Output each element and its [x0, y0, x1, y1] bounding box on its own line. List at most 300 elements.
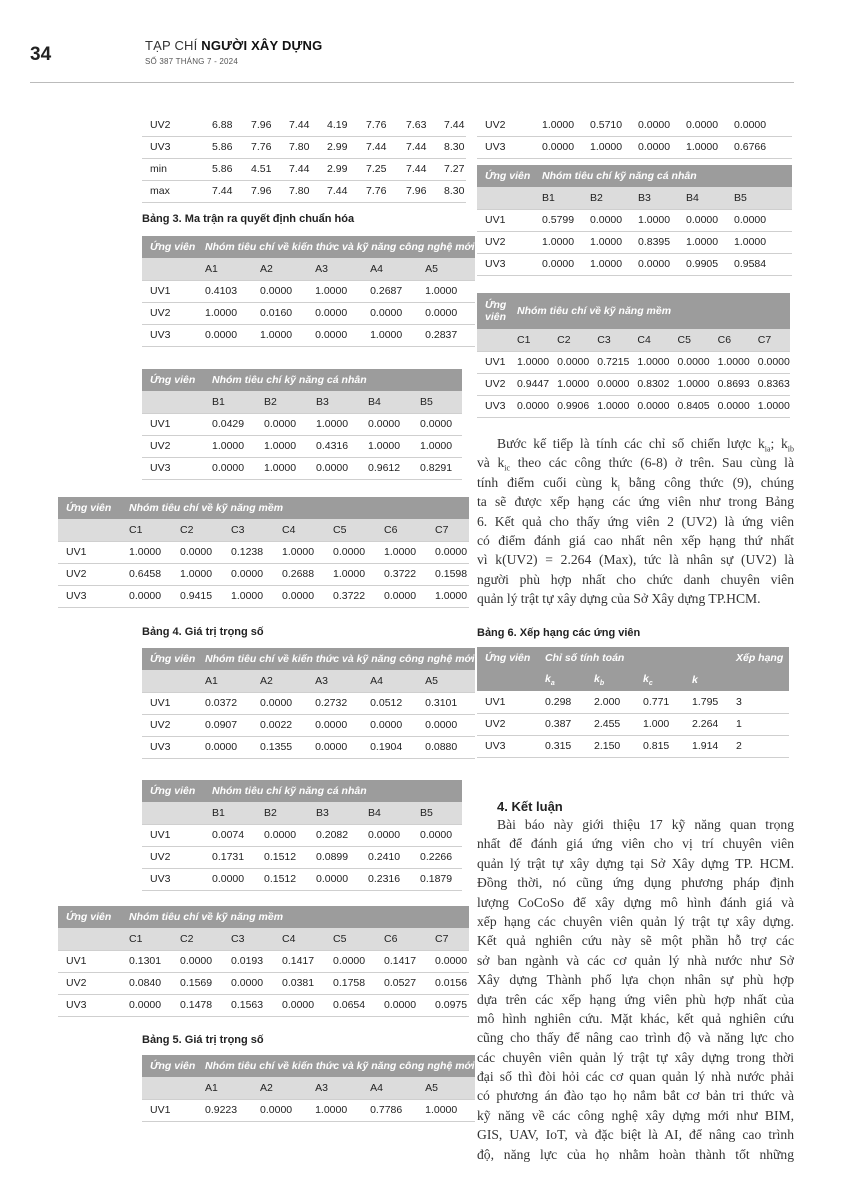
table-cell: 0.0000 [582, 209, 630, 231]
table-cell: 1.0000 [223, 585, 274, 607]
table-cell: 1.000 [635, 713, 684, 735]
table-row [142, 324, 475, 346]
row-label: UV1 [142, 824, 204, 846]
column-header: C4 [274, 928, 325, 950]
text-line: lượng CoCoSo để xây dựng mô hình đánh giá và [477, 894, 794, 910]
table-cell: 0.8302 [629, 373, 669, 395]
table-cell: 0.0840 [121, 972, 172, 994]
table-cell: 0.0899 [308, 846, 360, 868]
table-cell: 1.0000 [710, 351, 750, 373]
column-header: B4 [360, 802, 412, 824]
row-label: UV2 [142, 302, 197, 324]
row-label: UV1 [477, 351, 509, 373]
table-cell: 0.1758 [325, 972, 376, 994]
table-subheader-row [58, 519, 469, 541]
table4-group-c [58, 906, 469, 1017]
table-cell: 1.0000 [549, 373, 589, 395]
table-cell: 0.1569 [172, 972, 223, 994]
journal-name: NGƯỜI XÂY DỰNG [201, 38, 323, 53]
table-cell: 0.3722 [376, 563, 427, 585]
table-cell: 7.76 [358, 114, 398, 136]
table-cell: 0.0000 [256, 824, 308, 846]
table-cell: 8.30 [436, 180, 466, 202]
row-label: UV3 [58, 585, 121, 607]
table-cell: 0.2732 [307, 692, 362, 714]
table-cell: 0.8363 [750, 373, 790, 395]
header-cell [142, 1077, 197, 1099]
data-table [58, 497, 469, 608]
table-row [58, 994, 469, 1016]
table-cell: 6.88 [204, 114, 243, 136]
table-cell: 7.96 [243, 114, 281, 136]
table-cell: 1.0000 [204, 435, 256, 457]
table-cell: 1.0000 [197, 302, 252, 324]
table-cell: 1.0000 [582, 136, 630, 158]
table-cell: 2.000 [586, 691, 635, 713]
section-heading: 4. Kết luận [497, 799, 563, 814]
text-line: 6. Kết quả cho thấy ứng viên 2 (UV2) là ứng viên [477, 513, 794, 529]
header-divider [30, 82, 794, 83]
table-row [477, 209, 792, 231]
table-cell: 0.298 [537, 691, 586, 713]
column-header: Nhóm tiêu chí kỹ năng cá nhân [204, 369, 462, 391]
table-row [58, 585, 469, 607]
table-header-row [142, 780, 462, 802]
text-line: tính điểm cuối cùng $k_i$ bằng công thức (9), chúng [477, 474, 794, 493]
table-cell: 0.0000 [197, 736, 252, 758]
row-label: UV2 [142, 846, 204, 868]
table-cell: 0.0000 [726, 114, 792, 136]
data-table [477, 293, 790, 418]
row-label: UV1 [477, 209, 534, 231]
table-cell: 0.1731 [204, 846, 256, 868]
table-cell: 7.44 [436, 114, 466, 136]
table-subheader-row [142, 258, 475, 280]
column-header: C2 [172, 928, 223, 950]
table-cell: 0.0000 [256, 413, 308, 435]
column-header: Ứng viên [58, 906, 121, 928]
data-table [142, 236, 475, 347]
header-cell [142, 391, 204, 413]
table-row [58, 563, 469, 585]
data-table [477, 165, 792, 276]
table-row [142, 158, 466, 180]
column-header: B1 [204, 391, 256, 413]
header-cell [142, 258, 197, 280]
column-header: C6 [376, 519, 427, 541]
row-label: UV2 [477, 231, 534, 253]
table-cell: 0.0000 [726, 209, 792, 231]
column-header: A5 [417, 670, 474, 692]
header-cell [142, 670, 197, 692]
table-cell: 1.0000 [509, 351, 549, 373]
table-subheader-row [142, 670, 475, 692]
row-label: UV2 [58, 972, 121, 994]
table-cell: 0.2837 [417, 324, 474, 346]
row-label: UV3 [477, 395, 509, 417]
table-cell: 7.44 [281, 158, 319, 180]
table5-group-b [477, 165, 792, 276]
table-header-row [142, 236, 475, 258]
row-label: UV1 [58, 541, 121, 563]
table5-group-a [142, 1055, 475, 1122]
text-line: và $k_{ic}$ theo các công thức (6-8) ở trên. Sau cùng là [477, 455, 794, 474]
text-line: đại số thì đòi hỏi các cơ quan quản lý nhà nước phải [477, 1069, 794, 1085]
table-cell: 1.0000 [308, 413, 360, 435]
table-cell: 5.86 [204, 136, 243, 158]
column-header: C2 [172, 519, 223, 541]
text-line: Bài báo này giới thiệu 17 kỹ năng quan trọng [497, 817, 794, 832]
table-cell: 0.0000 [362, 302, 417, 324]
table-cell: 1.0000 [274, 541, 325, 563]
table-row [142, 302, 475, 324]
table-cell: 1.914 [684, 735, 728, 757]
table-cell: 1.0000 [670, 373, 710, 395]
column-header: Nhóm tiêu chí về kỹ năng mềm [121, 497, 469, 519]
data-table [477, 114, 792, 159]
table-cell: 0.0000 [412, 824, 462, 846]
text-line: cũng cho thấy để nâng cao trình độ và năng lực cho [477, 1030, 794, 1046]
header-cell [58, 519, 121, 541]
data-table [142, 780, 462, 891]
column-header: B1 [204, 802, 256, 824]
column-header: B5 [726, 187, 792, 209]
table-cell: 7.76 [243, 136, 281, 158]
table-cell: 1.0000 [726, 231, 792, 253]
table-subheader-row [142, 1077, 475, 1099]
table4-group-a [142, 648, 475, 759]
data-table [142, 648, 475, 759]
table-row [477, 691, 789, 713]
column-header: B4 [678, 187, 726, 209]
table-row [142, 824, 462, 846]
table-cell: 0.1478 [172, 994, 223, 1016]
table-row [142, 692, 475, 714]
table-row [58, 972, 469, 994]
row-label: min [142, 158, 204, 180]
table-row [142, 846, 462, 868]
text-line: ta sẽ được xếp hạng các ứng viên như trong Bảng [477, 494, 794, 510]
table-row [142, 714, 475, 736]
row-label: UV2 [477, 373, 509, 395]
table-cell: 7.44 [398, 136, 436, 158]
table-cell: 7.96 [243, 180, 281, 202]
table-cell: 0.0000 [325, 541, 376, 563]
column-header: Nhóm tiêu chí về kỹ năng mềm [121, 906, 469, 928]
table-cell: 2.264 [684, 713, 728, 735]
table-cell: 0.1512 [256, 846, 308, 868]
table-cell: 0.2082 [308, 824, 360, 846]
text-line: có điểm đánh giá cao nhất nên xếp hạng thứ nhất [477, 532, 794, 548]
table-cell: 0.0000 [427, 541, 469, 563]
table-cell: 0.1417 [376, 950, 427, 972]
row-label: UV1 [477, 691, 537, 713]
table-cell: 2.455 [586, 713, 635, 735]
table-cell: 0.0907 [197, 714, 252, 736]
column-header: Ứng viên [477, 647, 537, 669]
table-cell: 0.0000 [204, 457, 256, 479]
column-header: $k_c$ [635, 669, 684, 691]
table-row [142, 1099, 475, 1121]
header-cell [728, 669, 789, 691]
column-header: A4 [362, 258, 417, 280]
table-cell: 0.0000 [509, 395, 549, 417]
table-cell: 0.0000 [412, 413, 462, 435]
journal-prefix: TẠP CHÍ [145, 38, 198, 53]
row-label: UV2 [142, 435, 204, 457]
table-cell: 0.9223 [197, 1099, 252, 1121]
row-label: UV3 [142, 868, 204, 890]
table-row [477, 114, 792, 136]
column-header: Ứng viên [142, 1055, 197, 1077]
table-cell: 0.9905 [678, 253, 726, 275]
table-cell: 0.0000 [710, 395, 750, 417]
table-cell: 0.0193 [223, 950, 274, 972]
table-row [477, 231, 792, 253]
table-cell: 0.7215 [589, 351, 629, 373]
column-header: B5 [412, 802, 462, 824]
table-cell: 0.2688 [274, 563, 325, 585]
column-header: B1 [534, 187, 582, 209]
table-cell: 0.0654 [325, 994, 376, 1016]
table-cell: 0.0000 [172, 950, 223, 972]
table-cell: 1.0000 [589, 395, 629, 417]
column-header: A2 [252, 670, 307, 692]
header-cell [142, 802, 204, 824]
ranking-table [477, 647, 789, 758]
row-label: max [142, 180, 204, 202]
table-cell: 1.0000 [582, 231, 630, 253]
table-cell: 0.6458 [121, 563, 172, 585]
table-cell: 0.0512 [362, 692, 417, 714]
table-cell: 0.0000 [325, 950, 376, 972]
column-header: Nhóm tiêu chí về kiến thức và kỹ năng công nghệ mới [197, 236, 475, 258]
table-cell: 7.96 [398, 180, 436, 202]
column-header: C7 [427, 928, 469, 950]
row-label: UV3 [477, 253, 534, 275]
table-cell: 1.795 [684, 691, 728, 713]
text-line: mô hình nghiên cứu. Mặt khác, kết quả nghiên cứu [477, 1010, 794, 1026]
column-header: Nhóm tiêu chí kỹ năng cá nhân [534, 165, 792, 187]
text-line: dựa trên các xếp hạng ứng viên phù hợp nhất của [477, 991, 794, 1007]
table-cell: 0.3722 [325, 585, 376, 607]
header-cell [58, 928, 121, 950]
table-cell: 0.0000 [750, 351, 790, 373]
column-header: Nhóm tiêu chí về kiến thức và kỹ năng công nghệ mới [197, 648, 475, 670]
table-cell: 0.0000 [427, 950, 469, 972]
table-cell: 1.0000 [417, 280, 474, 302]
column-header: A3 [307, 1077, 362, 1099]
column-header: B2 [256, 802, 308, 824]
table-cell: 0.0000 [670, 351, 710, 373]
table-cell: 0.9415 [172, 585, 223, 607]
table-cell: 0.0000 [121, 585, 172, 607]
table-cell: 1.0000 [307, 280, 362, 302]
row-label: UV1 [142, 280, 197, 302]
table-header-row [58, 497, 469, 519]
column-header: A1 [197, 258, 252, 280]
table-cell: 0.0527 [376, 972, 427, 994]
column-header: C4 [629, 329, 669, 351]
table-cell: 7.44 [319, 180, 358, 202]
column-header: C7 [750, 329, 790, 351]
header-cell [477, 329, 509, 351]
table-header-row [477, 165, 792, 187]
column-header: Nhóm tiêu chí về kỹ năng mềm [509, 293, 790, 329]
column-header: C5 [325, 928, 376, 950]
column-header: Ứng viên [142, 648, 197, 670]
table-cell: 2 [728, 735, 789, 757]
table3-group-a [142, 236, 475, 347]
table-cell: 1.0000 [256, 435, 308, 457]
table-cell: 0.0000 [307, 736, 362, 758]
table-cell: 0.0000 [307, 714, 362, 736]
data-table [477, 647, 789, 758]
table-cell: 0.2266 [412, 846, 462, 868]
column-header: B4 [360, 391, 412, 413]
column-header: C6 [710, 329, 750, 351]
column-header: B3 [308, 391, 360, 413]
column-header: A4 [362, 1077, 417, 1099]
table-cell: 8.30 [436, 136, 466, 158]
row-label: UV3 [477, 735, 537, 757]
column-header: C4 [274, 519, 325, 541]
column-header: A1 [197, 670, 252, 692]
column-header: A3 [307, 670, 362, 692]
row-label: UV2 [477, 713, 537, 735]
column-header: A2 [252, 1077, 307, 1099]
data-table [142, 114, 466, 203]
issue-info: SỐ 387 THÁNG 7 - 2024 [145, 57, 238, 66]
text-line: người phù hợp nhất cho chức danh chuyên viên [477, 571, 794, 587]
table-cell: 0.2316 [360, 868, 412, 890]
table-cell: 4.51 [243, 158, 281, 180]
table-cell: 0.1563 [223, 994, 274, 1016]
column-header: C3 [589, 329, 629, 351]
column-header: C1 [509, 329, 549, 351]
table-cell: 1.0000 [121, 541, 172, 563]
table-cell: 0.0000 [308, 868, 360, 890]
row-label: UV3 [477, 136, 534, 158]
text-line: các chuyên viên quản lý trật tự xây dựng trong thời [477, 1049, 794, 1065]
table-cell: 7.80 [281, 180, 319, 202]
table-cell: 0.0000 [360, 824, 412, 846]
text-line: độ, năng lực của họ nhằm hoàn thành tốt những [477, 1146, 794, 1162]
decision-matrix-continuation [142, 114, 466, 203]
table3-group-c [58, 497, 469, 608]
table-cell: 2.99 [319, 136, 358, 158]
table-cell: 0.0000 [204, 868, 256, 890]
column-header: $k_a$ [537, 669, 586, 691]
table5-group-c [477, 293, 790, 418]
table-row [142, 457, 462, 479]
table-cell: 1 [728, 713, 789, 735]
table-cell: 0.9447 [509, 373, 549, 395]
row-label: UV3 [142, 136, 204, 158]
column-header: k [684, 669, 728, 691]
table3-group-b [142, 369, 462, 480]
column-header: Ứng viên [142, 780, 204, 802]
table-row [58, 541, 469, 563]
column-header: Ứng viên [477, 293, 509, 329]
table-cell: 0.2687 [362, 280, 417, 302]
table-row [142, 868, 462, 890]
row-label: UV2 [477, 114, 534, 136]
table-cell: 0.0000 [362, 714, 417, 736]
table-row [58, 950, 469, 972]
table-row [142, 114, 466, 136]
column-header: Ứng viên [58, 497, 121, 519]
table-cell: 7.63 [398, 114, 436, 136]
table-caption: Bảng 5. Giá trị trọng số [142, 1034, 264, 1046]
column-header: C7 [427, 519, 469, 541]
row-label: UV2 [142, 114, 204, 136]
table-row [142, 136, 466, 158]
column-header: B2 [582, 187, 630, 209]
table-row [477, 351, 790, 373]
table-cell: 1.0000 [534, 114, 582, 136]
column-header: B3 [308, 802, 360, 824]
table-cell: 0.0880 [417, 736, 474, 758]
table-cell: 0.0000 [307, 324, 362, 346]
table-cell: 0.8693 [710, 373, 750, 395]
table-cell: 0.0000 [252, 1099, 307, 1121]
column-header: A3 [307, 258, 362, 280]
table-cell: 0.0000 [417, 714, 474, 736]
results-paragraph [477, 434, 794, 609]
column-header: B3 [630, 187, 678, 209]
table-row [142, 280, 475, 302]
table-cell: 0.0000 [630, 253, 678, 275]
table-cell: 0.0000 [678, 209, 726, 231]
table-row [142, 736, 475, 758]
table-cell: 0.0000 [172, 541, 223, 563]
row-label: UV3 [142, 457, 204, 479]
table-cell: 0.8291 [412, 457, 462, 479]
table-header-row [142, 369, 462, 391]
column-header: $k_b$ [586, 669, 635, 691]
column-header: Ứng viên [142, 236, 197, 258]
table-cell: 2.99 [319, 158, 358, 180]
table-row [142, 180, 466, 202]
table-cell: 0.815 [635, 735, 684, 757]
table-cell: 0.2410 [360, 846, 412, 868]
table-cell: 0.0372 [197, 692, 252, 714]
column-header: Nhóm tiêu chí về kiến thức và kỹ năng công nghệ mới [197, 1055, 475, 1077]
table-cell: 1.0000 [582, 253, 630, 275]
table-cell: 1.0000 [417, 1099, 474, 1121]
table-cell: 0.4316 [308, 435, 360, 457]
row-label: UV2 [142, 714, 197, 736]
table-header-row [477, 647, 789, 669]
page-number: 34 [30, 44, 52, 65]
table-cell: 0.5799 [534, 209, 582, 231]
column-header: A5 [417, 258, 474, 280]
table-cell: 7.25 [358, 158, 398, 180]
row-label: UV2 [58, 563, 121, 585]
table-cell: 0.0000 [534, 136, 582, 158]
table-subheader-row [477, 669, 789, 691]
table-cell: 0.8405 [670, 395, 710, 417]
table-cell: 1.0000 [325, 563, 376, 585]
table-cell: 0.6766 [726, 136, 792, 158]
table-cell: 4.19 [319, 114, 358, 136]
table-cell: 0.0000 [678, 114, 726, 136]
table-cell: 0.0000 [630, 114, 678, 136]
text-line: quản lý trật tự xây dựng của Sở Xây dựng TP.HCM. [477, 591, 761, 607]
table-cell: 0.0000 [629, 395, 669, 417]
journal-title [145, 38, 322, 53]
